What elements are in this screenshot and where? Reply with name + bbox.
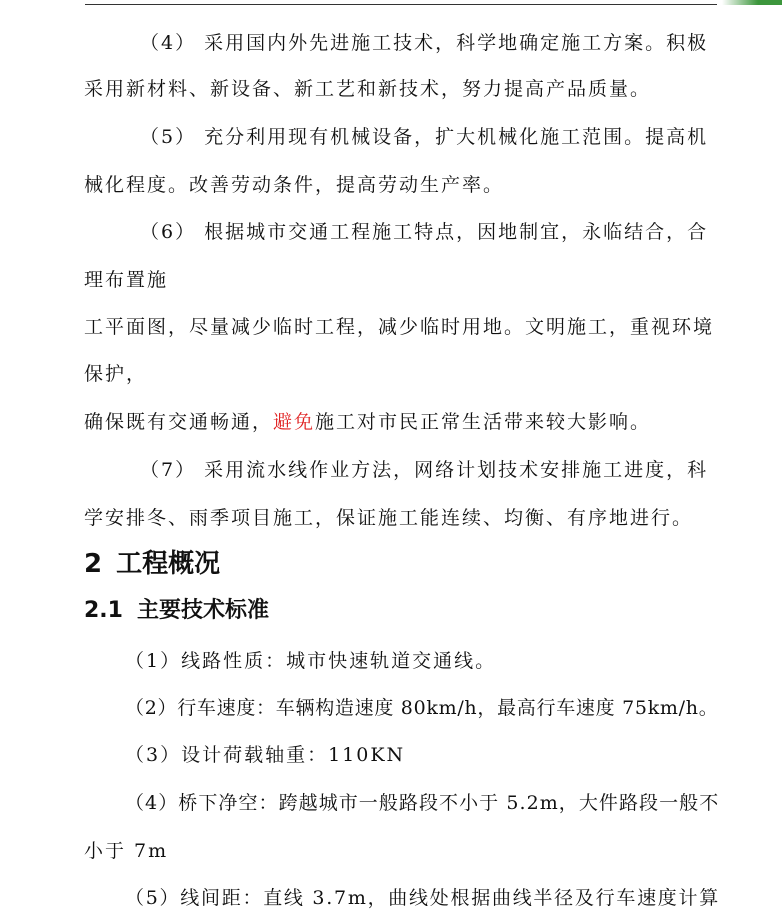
- paragraph-5-line-1: （5） 充分利用现有机械设备，扩大机械化施工范围。提高机: [140, 126, 709, 148]
- paragraph-4-line-1: （4） 采用国内外先进施工技术，科学地确定施工方案。积极: [140, 32, 709, 54]
- standard-4-line-2: 小于 7m: [84, 840, 169, 862]
- paragraph-7-line-1: （7） 采用流水线作业方法，网络计划技术安排施工进度，科: [140, 459, 709, 481]
- subsection-heading: [84, 597, 269, 625]
- paragraph-6-line-5-end: 施工对市民正常生活带来较大影响。: [315, 411, 652, 433]
- paragraph-6-line-5: [84, 409, 651, 435]
- paragraph-5-line-2: 械化程度。改善劳动条件，提高劳动生产率。: [84, 174, 505, 196]
- paragraph-6-line-4: 保护，: [84, 363, 148, 385]
- section-heading: [84, 548, 220, 580]
- paragraph-4-line-2: 采用新材料、新设备、新工艺和新技术，努力提高产品质量。: [84, 78, 652, 100]
- paragraph-7-line-2: 学安排冬、雨季项目施工，保证施工能连续、均衡、有序地进行。: [84, 507, 694, 529]
- paragraph-6-line-3: 工平面图，尽量减少临时工程，减少临时用地。文明施工，重视环境: [84, 316, 715, 338]
- section-title: 工程概况: [116, 549, 221, 579]
- top-border: [0, 0, 782, 6]
- standard-2: （2）行车速度：车辆构造速度 80km/h，最高行车速度 75km/h。: [125, 697, 719, 719]
- highlighted-word: 避免: [273, 411, 316, 433]
- corner-accent: [722, 0, 782, 5]
- standard-5-line-1: （5）线间距：直线 3.7m，曲线处根据曲线半径及行车速度计算: [125, 887, 720, 909]
- subsection-number: 2.1: [84, 598, 123, 623]
- section-number: 2: [84, 549, 103, 579]
- standard-4-line-1: （4）桥下净空：跨越城市一般路段不小于 5.2m，大件路段一般不: [125, 792, 720, 814]
- paragraph-6-line-1: （6） 根据城市交通工程施工特点，因地制宜，永临结合，合: [140, 221, 709, 243]
- paragraph-6-line-2: 理布置施: [84, 269, 169, 291]
- header-rule: [85, 4, 717, 5]
- subsection-title: 主要技术标准: [136, 598, 269, 623]
- standard-3: （3）设计荷载轴重：110KN: [125, 744, 406, 766]
- standard-1: （1）线路性质：城市快速轨道交通线。: [125, 650, 497, 672]
- paragraph-6-line-5-start: 确保既有交通畅通，: [84, 411, 274, 433]
